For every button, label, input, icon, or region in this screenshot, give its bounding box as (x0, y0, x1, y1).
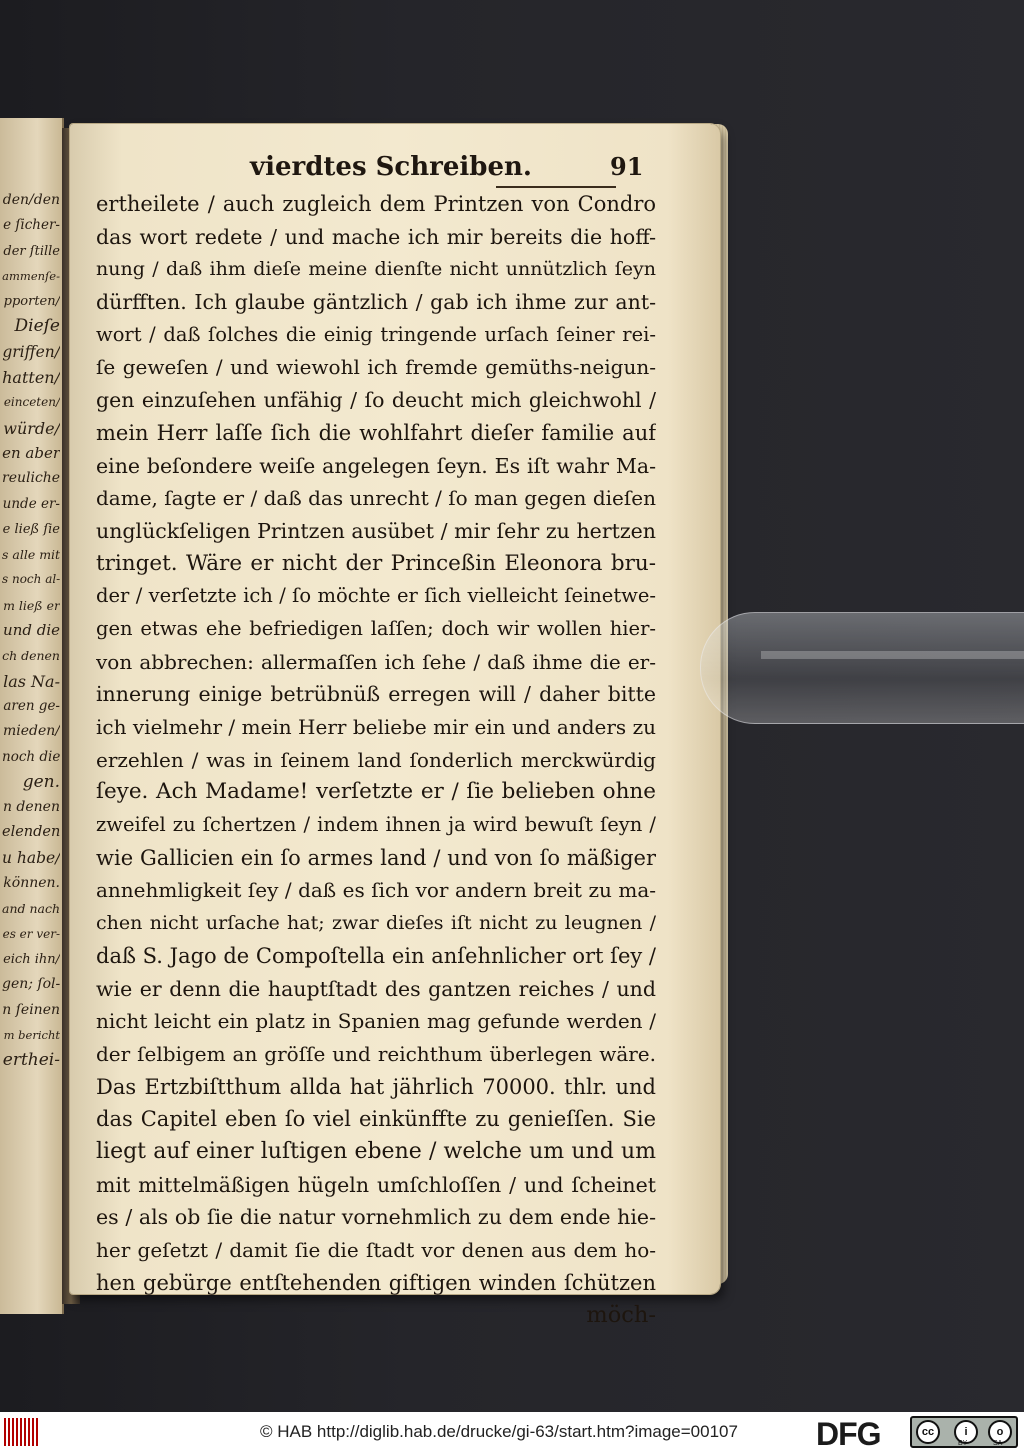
text-line: mit mittelmäßigen hügeln umſchloſſen / und ſcheinet (96, 1172, 656, 1197)
previous-page-fragment: einceten/ (3, 395, 60, 410)
previous-page-fragment: können. (3, 875, 60, 892)
previous-page-fragment: ch denen (2, 648, 60, 664)
cc-icon: cc (916, 1420, 940, 1444)
previous-page-fragment: hatten/ (2, 368, 60, 388)
text-line: nicht leicht ein platz in Spanien mag gefunde werden / (96, 1009, 656, 1034)
previous-page-fragment: griffen/ (2, 342, 60, 361)
text-line: der ſelbigem an gröſſe und reichthum überlegen wäre. (96, 1041, 656, 1066)
text-line: ich vielmehr / mein Herr beliebe mir ein und anders zu (96, 715, 656, 739)
previous-page-fragment: m bericht (3, 1027, 60, 1042)
previous-page-fragment: unde er- (2, 495, 60, 512)
text-line: nung / daß ihm dieſe meine dienſte nicht unnützlich ſeyn (96, 258, 656, 281)
copyright-link[interactable]: © HAB http://diglib.hab.de/drucke/gi-63/start.htm?image=00107 (260, 1422, 738, 1441)
by-label: BY (958, 1440, 968, 1447)
text-line: von abbrechen: allermaſſen ich ſehe / daß ihme die er- (96, 649, 656, 674)
dfg-logo: DFG (816, 1416, 881, 1452)
previous-page-fragment: n ſeinen (2, 1001, 60, 1018)
text-line: das wort redete / und mache ich mir bereits die hoff- (96, 224, 656, 249)
text-line: daß S. Jago de Compoſtella ein anſehnlicher ort ſey / (96, 943, 656, 968)
previous-page-fragment: en aber (2, 443, 60, 462)
text-line: wie Gallicien ein ſo armes land / und von ſo mäßiger (96, 845, 656, 870)
previous-page-fragment: mieden/ (2, 723, 60, 740)
previous-page-fragment: elenden (2, 824, 60, 841)
page-text (96, 188, 656, 1332)
text-line: tringet. Wäre er nicht der Princeßin Eleonora bru- (96, 550, 656, 576)
text-line: mein Herr laſſe ſich die wohlfahrt dieſer familie auf (96, 420, 656, 445)
text-line: ſe geweſen / und wiewohl ich fremde gemüths-neigun- (96, 355, 656, 380)
text-line: chen nicht urſache hat; zwar dieſes iſt nicht zu leugnen / (96, 912, 656, 935)
previous-page-fragment: reuliche (2, 470, 60, 487)
previous-page-fragment: eich ihn/ (3, 951, 60, 967)
text-line: her geſetzt / damit ſie die ſtadt vor denen aus dem ho- (96, 1238, 656, 1262)
text-line: gen etwas ehe befriedigen laſſen; doch wir wollen hier- (96, 616, 656, 640)
previous-page-fragments (2, 188, 60, 1073)
sa-label: SA (993, 1440, 1003, 1447)
previous-page-fragment: und die (3, 621, 60, 640)
previous-page-edge (0, 118, 64, 1314)
previous-page-fragment: ammenſe- (2, 268, 60, 283)
cc-license-badge[interactable] (910, 1416, 1018, 1448)
previous-page-fragment: and nach (2, 901, 60, 917)
previous-page-fragment: noch die (2, 748, 60, 765)
text-line: dürfften. Ich glaube gäntzlich / gab ich ihme zur ant- (96, 290, 656, 315)
previous-page-fragment: der ſtille (3, 243, 60, 259)
text-line: das Capitel eben ſo viel einkünffte zu genieſſen. Sie (96, 1107, 656, 1132)
text-line: annehmligkeit ſey / daß es ſich vor andern breit zu ma- (96, 878, 656, 903)
previous-page-fragment: den/den (2, 192, 60, 208)
text-line: unglückſeligen Printzen ausübet / mir ſehr zu hertzen (96, 518, 656, 543)
text-line: ertheilete / auch zugleich dem Printzen von Condro (96, 192, 656, 216)
text-line: Das Ertzbiſtthum allda hat jährlich 70000. thlr. und (96, 1074, 656, 1099)
share-alike-icon: o (988, 1420, 1012, 1444)
previous-page-fragment: e ließ ſie (2, 521, 60, 537)
previous-page-fragment: s alle mit (2, 547, 60, 563)
previous-page-fragment: es er ver- (2, 926, 60, 941)
text-line: eine beſondere weiſe angelegen ſeyn. Es iſt wahr Ma- (96, 453, 656, 478)
text-line: zweifel zu ſchertzen / indem ihnen ja wird bewuſt ſeyn / (96, 813, 656, 837)
page-number: 91 (610, 152, 644, 181)
text-line: gen einzuſehen unfähig / ſo deucht mich gleichwohl / (96, 388, 656, 413)
previous-page-fragment: las Na- (3, 671, 60, 691)
text-line: liegt auf einer luſtigen ebene / welche um und um (96, 1138, 656, 1164)
text-line: wort / daß ſolches die einig tringende urſach ſeiner rei- (96, 322, 656, 346)
text-line: hen gebürge entſtehenden giftigen winden ſchützen (96, 1270, 656, 1295)
text-line: möch- (586, 1302, 656, 1329)
text-line: dame, ſagte er / daß das unrecht / ſo man gegen dieſen (96, 486, 656, 511)
footer-bar (0, 1412, 1024, 1453)
previous-page-fragment: u habe/ (2, 848, 60, 867)
previous-page-fragment: m ließ er (3, 597, 60, 613)
by-attribution-icon: i (954, 1420, 978, 1444)
previous-page-fragment: n denen (2, 799, 60, 816)
previous-page-fragment: würde/ (3, 418, 60, 438)
previous-page-fragment: gen; ſol- (2, 976, 60, 993)
previous-page-fragment: pporten/ (3, 294, 60, 310)
previous-page-fragment: e ſicher- (3, 217, 60, 234)
running-title: vierdtes Schreiben. (250, 152, 532, 182)
previous-page-fragment: aren ge- (3, 697, 60, 714)
text-line: innerung einige betrübnüß erregen will / daher bitte (96, 682, 656, 707)
previous-page-fragment: gen. (22, 771, 60, 792)
previous-page-fragment: Dieſe (14, 316, 60, 337)
running-head (250, 152, 644, 188)
previous-page-fragment: s noch al- (2, 572, 60, 587)
library-logo-icon (4, 1418, 38, 1446)
text-line: erzehlen / was in ſeinem land ſonderlich merckwürdig (96, 747, 656, 772)
text-line: wie er denn die hauptſtadt des gantzen reiches / und (96, 976, 656, 1001)
glass-page-weight (700, 612, 1024, 724)
text-line: ſeye. Ach Madame! verſetzte er / ſie belieben ohne (96, 779, 656, 805)
text-line: der / verſetzte ich / ſo möchte er ſich vielleicht ſeinetwe- (96, 584, 656, 608)
text-line: es / als ob ſie die natur vornehmlich zu dem ende hie- (96, 1205, 656, 1230)
previous-page-fragment: erthei- (2, 1050, 60, 1071)
